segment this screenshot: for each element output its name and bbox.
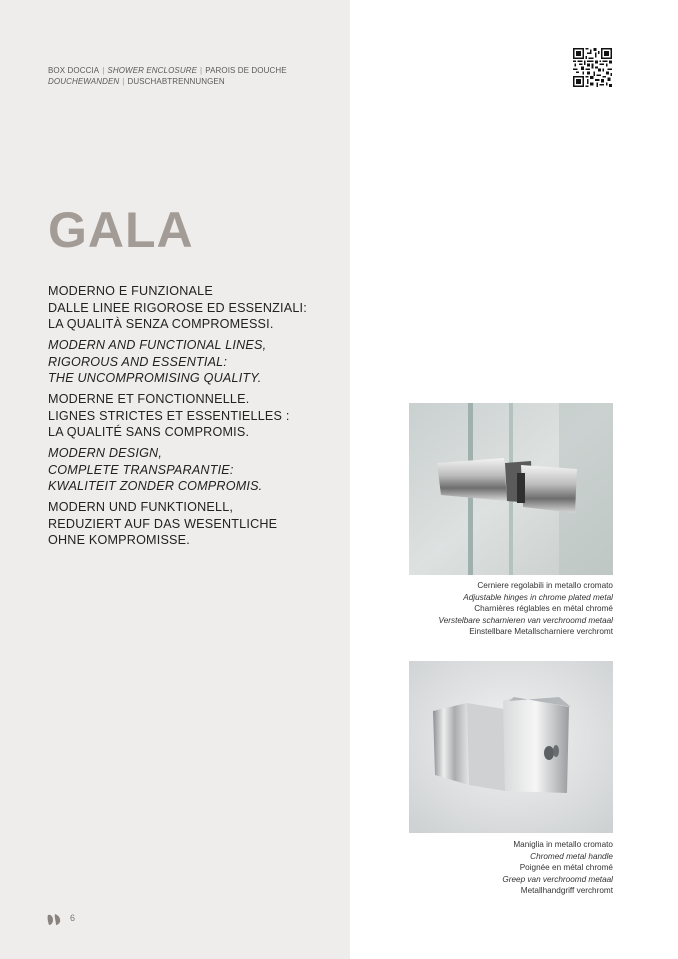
tagline-de (48, 499, 338, 549)
tagline-line: MODERNE ET FONCTIONNELLE. (48, 392, 250, 406)
caption-line: Metallhandgriff verchromt (520, 886, 613, 895)
separator: | (200, 66, 203, 75)
caption-line: Einstellbare Metallscharniere verchromt (469, 627, 613, 636)
category-breadcrumb (48, 65, 338, 87)
tagline-line: MODERN UND FUNKTIONELL, (48, 500, 234, 514)
tagline-line: DALLE LINEE RIGOROSE ED ESSENZIALI: (48, 300, 307, 315)
tagline-line: THE UNCOMPROMISING QUALITY. (48, 371, 262, 385)
caption-line: Adjustable hinges in chrome plated metal (463, 592, 613, 602)
category-fr: PAROIS DE DOUCHE (205, 66, 287, 75)
tagline-fr (48, 391, 338, 441)
category-en: SHOWER ENCLOSURE (107, 66, 198, 75)
tagline-line: KWALITEIT ZONDER COMPROMIS. (48, 479, 263, 493)
brand-logo-icon (47, 913, 62, 926)
separator: | (102, 66, 105, 75)
caption-line: Cerniere regolabili in metallo cromato (477, 581, 613, 590)
category-nl: DOUCHEWANDEN (48, 77, 120, 86)
tagline-line: REDUZIERT AUF DAS WESENTLICHE (48, 516, 278, 531)
tagline-it (48, 283, 338, 333)
caption-line: Poignée en métal chromé (519, 863, 613, 872)
handle-photo (409, 661, 613, 833)
caption-line: Charnières réglables en métal chromé (474, 604, 613, 613)
hinge-caption (403, 580, 613, 638)
tagline-line: COMPLETE TRANSPARANTIE: (48, 462, 234, 477)
category-it: BOX DOCCIA (48, 66, 100, 75)
page-number: 6 (70, 913, 76, 923)
tagline-line: LA QUALITÉ SANS COMPROMIS. (48, 425, 250, 439)
tagline-line: RIGOROUS AND ESSENTIAL: (48, 354, 228, 369)
tagline-line: LIGNES STRICTES ET ESSENTIELLES : (48, 408, 290, 423)
tagline-line: MODERN AND FUNCTIONAL LINES, (48, 338, 267, 352)
tagline-line: MODERN DESIGN, (48, 446, 163, 460)
caption-line: Greep van verchroomd metaal (502, 874, 613, 884)
tagline-en (48, 337, 338, 387)
tagline-line: MODERNO E FUNZIONALE (48, 284, 213, 298)
product-title: GALA (48, 202, 194, 258)
qr-code-icon[interactable] (573, 48, 612, 87)
caption-line: Chromed metal handle (530, 851, 613, 861)
caption-line: Maniglia in metallo cromato (513, 840, 613, 849)
category-de: DUSCHABTRENNUNGEN (127, 77, 225, 86)
separator: | (122, 77, 125, 86)
handle-caption (403, 839, 613, 897)
tagline-nl (48, 445, 338, 495)
caption-line: Verstelbare scharnieren van verchroomd metaal (438, 615, 613, 625)
hinge-photo (409, 403, 613, 575)
tagline-line: OHNE KOMPROMISSE. (48, 533, 190, 547)
tagline-line: LA QUALITÀ SENZA COMPROMESSI. (48, 317, 274, 331)
